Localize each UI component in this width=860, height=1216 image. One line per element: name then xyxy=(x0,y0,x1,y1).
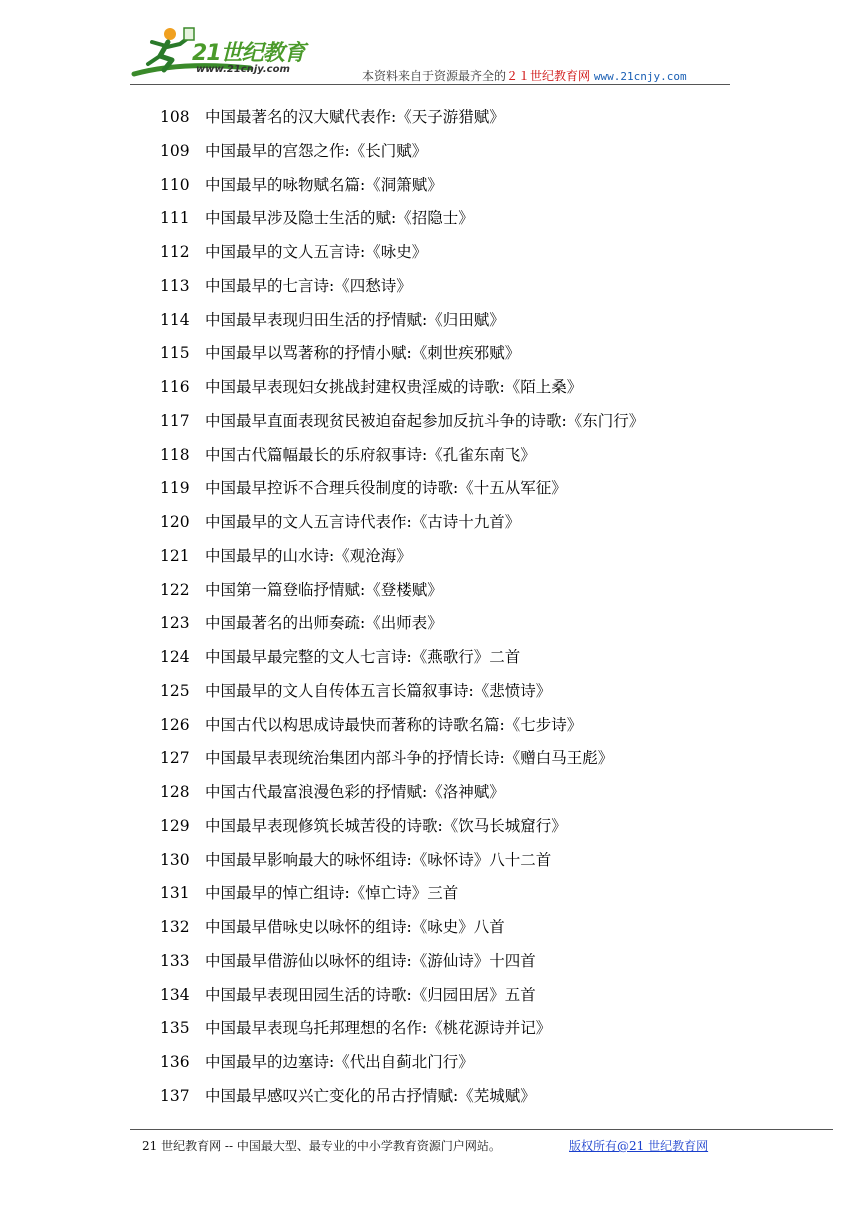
item-number: 109 xyxy=(160,141,190,160)
item-text: 中国最早控诉不合理兵役制度的诗歌:《十五从军征》 xyxy=(205,479,567,498)
list-item xyxy=(160,882,760,916)
header-site-name[interactable]: ２１世纪教育网 xyxy=(506,69,591,83)
list-item xyxy=(160,579,760,613)
item-text: 中国最早感叹兴亡变化的吊古抒情赋:《芜城赋》 xyxy=(205,1086,536,1105)
list-item xyxy=(160,950,760,984)
list-item xyxy=(160,241,760,275)
logo-url: www.21cnjy.com xyxy=(196,64,290,75)
item-text: 中国古代以构思成诗最快而著称的诗歌名篇:《七步诗》 xyxy=(205,715,583,734)
header-site-url[interactable]: www.21cnjy.com xyxy=(593,70,687,83)
item-number: 127 xyxy=(160,749,190,768)
list-item xyxy=(160,680,760,714)
footer-text: 21 世纪教育网 -- 中国最大型、最专业的中小学教育资源门户网站。 xyxy=(142,1139,501,1153)
list-item xyxy=(160,207,760,241)
item-number: 115 xyxy=(160,344,190,363)
item-text: 中国最早的悼亡组诗:《悼亡诗》三首 xyxy=(205,884,459,903)
item-number: 111 xyxy=(160,209,190,228)
item-number: 125 xyxy=(160,681,190,700)
item-text: 中国最著名的汉大赋代表作:《天子游猎赋》 xyxy=(205,108,505,126)
item-text: 中国第一篇登临抒情赋:《登楼赋》 xyxy=(205,580,443,599)
item-text: 中国最早的咏物赋名篇:《洞箫赋》 xyxy=(205,175,443,194)
header-note-prefix: 本资料来自于资源最齐全的 xyxy=(362,69,507,83)
item-number: 124 xyxy=(160,648,190,666)
list-item xyxy=(160,815,760,849)
item-number: 131 xyxy=(160,884,190,903)
item-text: 中国最早的边塞诗:《代出自蓟北门行》 xyxy=(205,1053,474,1071)
list-item xyxy=(160,781,760,815)
item-text: 中国最早表现田园生活的诗歌:《归园田居》五首 xyxy=(205,985,536,1004)
item-number: 130 xyxy=(160,850,190,869)
item-text: 中国古代篇幅最长的乐府叙事诗:《孔雀东南飞》 xyxy=(205,445,536,464)
item-text: 中国最早影响最大的咏怀组诗:《咏怀诗》八十二首 xyxy=(205,850,552,869)
item-number: 137 xyxy=(160,1086,190,1105)
list-item xyxy=(160,747,760,781)
list-item xyxy=(160,444,760,478)
list-item xyxy=(160,1051,760,1085)
fact-list xyxy=(160,106,760,1119)
item-text: 中国最早表现修筑长城苦役的诗歌:《饮马长城窟行》 xyxy=(205,816,567,835)
item-text: 中国最早表现妇女挑战封建权贵淫威的诗歌:《陌上桑》 xyxy=(205,378,583,396)
item-text: 中国最早表现乌托邦理想的名作:《桃花源诗并记》 xyxy=(205,1019,552,1038)
list-item xyxy=(160,1085,760,1119)
item-text: 中国最早以骂著称的抒情小赋:《刺世疾邪赋》 xyxy=(205,344,521,363)
copyright-link[interactable]: 版权所有@21 世纪教育网 xyxy=(569,1139,709,1153)
item-number: 122 xyxy=(160,580,190,599)
list-item xyxy=(160,174,760,208)
item-text: 中国最早直面表现贫民被迫奋起参加反抗斗争的诗歌:《东门行》 xyxy=(205,411,645,430)
item-number: 112 xyxy=(160,243,190,261)
list-item xyxy=(160,714,760,748)
header-source-note xyxy=(362,67,687,84)
header-divider xyxy=(130,84,730,85)
list-item xyxy=(160,511,760,545)
item-text: 中国最著名的出师奏疏:《出师表》 xyxy=(205,614,443,633)
item-number: 114 xyxy=(160,310,190,329)
item-text: 中国最早最完整的文人七言诗:《燕歌行》二首 xyxy=(205,648,521,666)
list-item xyxy=(160,342,760,376)
list-item xyxy=(160,849,760,883)
item-text: 中国最早的文人自传体五言长篇叙事诗:《悲愤诗》 xyxy=(205,681,552,700)
item-text: 中国最早的文人五言诗:《咏史》 xyxy=(205,243,428,261)
item-number: 117 xyxy=(160,411,190,430)
item-number: 123 xyxy=(160,614,190,633)
item-number: 116 xyxy=(160,378,190,396)
item-number: 121 xyxy=(160,546,190,565)
list-item xyxy=(160,646,760,680)
list-item xyxy=(160,275,760,309)
site-logo[interactable] xyxy=(130,20,340,82)
item-number: 126 xyxy=(160,715,190,734)
item-number: 113 xyxy=(160,276,190,295)
list-item xyxy=(160,410,760,444)
item-text: 中国最早表现归田生活的抒情赋:《归田赋》 xyxy=(205,310,505,329)
item-number: 118 xyxy=(160,445,190,464)
item-number: 128 xyxy=(160,783,190,801)
item-text: 中国最早的宫怨之作:《长门赋》 xyxy=(205,141,428,160)
footer-divider xyxy=(130,1129,833,1130)
item-text: 中国最早的山水诗:《观沧海》 xyxy=(205,546,412,565)
list-item xyxy=(160,916,760,950)
item-number: 108 xyxy=(160,108,190,126)
page-footer xyxy=(142,1137,709,1154)
item-number: 136 xyxy=(160,1053,190,1071)
item-text: 中国最早借咏史以咏怀的组诗:《咏史》八首 xyxy=(205,918,505,936)
item-text: 中国最早的文人五言诗代表作:《古诗十九首》 xyxy=(205,513,521,531)
item-text: 中国最早涉及隐士生活的赋:《招隐士》 xyxy=(205,209,474,228)
page-header xyxy=(130,20,730,86)
item-number: 133 xyxy=(160,951,190,970)
item-text: 中国最早的七言诗:《四愁诗》 xyxy=(205,276,412,295)
list-item xyxy=(160,106,760,140)
item-number: 135 xyxy=(160,1019,190,1038)
list-item xyxy=(160,612,760,646)
item-number: 120 xyxy=(160,513,190,531)
item-number: 119 xyxy=(160,479,190,498)
item-number: 129 xyxy=(160,816,190,835)
list-item xyxy=(160,1017,760,1051)
list-item xyxy=(160,984,760,1018)
item-text: 中国最早借游仙以咏怀的组诗:《游仙诗》十四首 xyxy=(205,951,536,970)
list-item xyxy=(160,376,760,410)
item-text: 中国古代最富浪漫色彩的抒情赋:《洛神赋》 xyxy=(205,783,505,801)
list-item xyxy=(160,477,760,511)
list-item xyxy=(160,309,760,343)
list-item xyxy=(160,140,760,174)
item-number: 134 xyxy=(160,985,190,1004)
logo-title: 21世纪教育 xyxy=(192,41,305,66)
item-number: 110 xyxy=(160,175,190,194)
list-item xyxy=(160,545,760,579)
item-text: 中国最早表现统治集团内部斗争的抒情长诗:《赠白马王彪》 xyxy=(205,749,614,768)
item-number: 132 xyxy=(160,918,190,936)
